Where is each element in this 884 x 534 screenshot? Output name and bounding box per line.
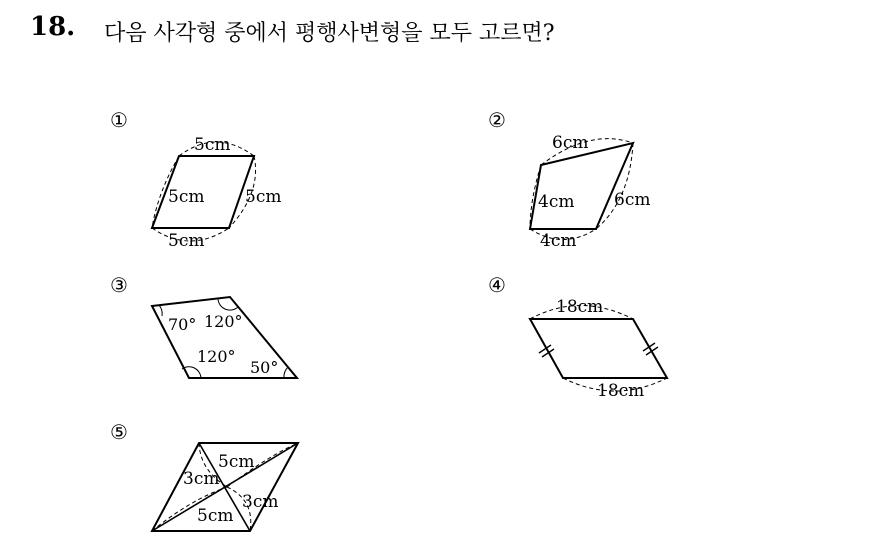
choice-5-mark[interactable]: ⑤ (110, 420, 128, 444)
figure-1-left-label: 5cm (168, 187, 205, 207)
figure-4-bottom-label: 18cm (597, 381, 645, 401)
figure-3-angle-1: 70° (168, 315, 197, 334)
choice-2-mark[interactable]: ② (488, 108, 506, 132)
figure-4-quadrilateral (530, 297, 667, 401)
figure-4-top-label: 18cm (556, 297, 604, 317)
figure-1-bottom-label: 5cm (168, 231, 205, 251)
figure-1-rhombus (152, 135, 281, 251)
figure-2-right-label: 6cm (614, 190, 651, 210)
figure-3-angle-4: 50° (250, 358, 279, 377)
figure-5-label-4: 5cm (197, 506, 234, 526)
question-text: 다음 사각형 중에서 평행사변형을 모두 고르면? (104, 21, 555, 46)
figure-3-angle-2: 120° (204, 312, 243, 331)
figure-2-quadrilateral (530, 133, 650, 251)
figure-2-left-label: 4cm (538, 192, 575, 212)
figure-3-quadrilateral (152, 297, 297, 378)
figure-5-label-2: 3cm (183, 469, 220, 489)
figure-5-label-3: 3cm (242, 492, 279, 512)
choice-1-mark[interactable]: ① (110, 108, 128, 132)
figure-1-right-label: 5cm (245, 187, 282, 207)
figure-5-quadrilateral (152, 443, 298, 531)
figure-5-label-1: 5cm (218, 452, 255, 472)
choice-4-mark[interactable]: ④ (488, 273, 506, 297)
choice-3-mark[interactable]: ③ (110, 273, 128, 297)
figure-2-bottom-label: 4cm (540, 231, 577, 251)
figure-1-top-label: 5cm (194, 135, 231, 155)
figure-3-angle-3: 120° (197, 347, 236, 366)
figure-2-top-label: 6cm (552, 133, 589, 153)
question-number: 18. (30, 12, 76, 42)
